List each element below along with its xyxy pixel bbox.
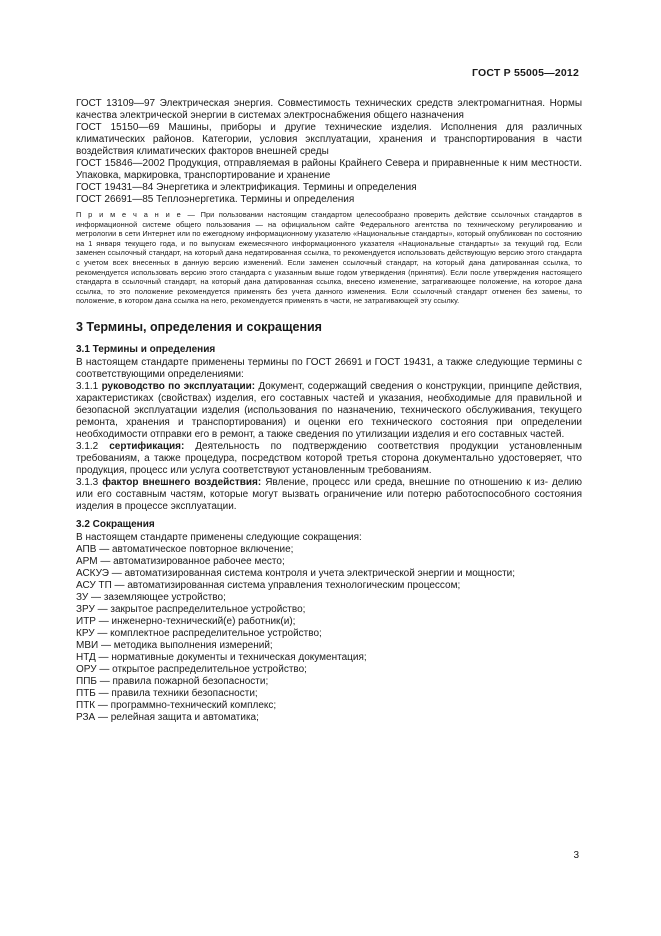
abbreviation-item: АСКУЭ — автоматизированная система контроля и учета электрической энергии и мощности; [76, 567, 516, 579]
note-lead: П р и м е ч а н и е — [76, 210, 197, 219]
terms-intro-first: В настоящем стандарте применены термины по ГОСТ 26691 и ГОСТ 19431, а также следующие [76, 356, 530, 368]
abbreviation-item: ПТБ — правила техники безопасности; [76, 687, 258, 699]
page-number: 3 [573, 850, 579, 861]
term-definition-first: Явление, процесс или среда, внешние по отношению к из- [261, 476, 549, 488]
term-definition [76, 441, 582, 477]
term-definition-rest: делию или его составным частям, которые могут вызвать ограничение или потерю работоспособного состояния изделия в процессе эксплуатации. [76, 476, 583, 512]
abbreviation-item: ЗУ — заземляющее устройство; [76, 591, 226, 603]
subsection-title-abbreviations: 3.2 Сокращения [76, 518, 155, 530]
abbreviation-item: ОРУ — открытое распределительное устройство; [76, 663, 307, 675]
abbreviation-item: ЗРУ — закрытое распределительное устройство; [76, 603, 306, 615]
term-number: 3.1.3 [76, 476, 99, 488]
reference-item [76, 98, 582, 122]
terms-list [76, 381, 582, 513]
term-definition-rest: действия, характеристиках (свойствах) изделия, его составных частей и указания, необходимые для правильной и безопасной эксплуатации изделия (использования по назначению, технического обслуживания, текущего ремонта, хранения и транспортирования) и оценки его технического состояния при определении необходимости отправки его в ремонт, а также сведения по утилизации изделия и его составных частей. [76, 380, 583, 440]
term-definition-first: Документ, содержащий сведения о конструкции, принципе [255, 380, 534, 392]
term-name: фактор внешнего воздействия: [102, 476, 262, 488]
term-name: сертификация: [109, 440, 185, 452]
term-definition-rest: требованиям, а также процедура, посредством которой третья сторона документально удостоверяет, что продукция, процесс или услуга соответствуют установленным требованиям. [76, 452, 582, 476]
reference-title: ГОСТ 15846—2002 Продукция, отправляемая в районы Крайнего Севера и приравненные к ним [76, 158, 528, 169]
section-title: 3 Термины, определения и сокращения [76, 319, 322, 334]
reference-title: ГОСТ 13109—97 Электрическая энергия. Совместимость технических средств электромагнитная. [76, 98, 546, 109]
reference-title: ГОСТ 15150—69 Машины, приборы и другие технические изделия. Исполнения для различных [76, 122, 582, 133]
reference-title: ГОСТ 19431—84 Энергетика и электрификация. Термины и определения [76, 182, 417, 193]
reference-item [76, 122, 582, 158]
reference-item [76, 182, 582, 194]
abbreviations-list [76, 544, 582, 724]
abbreviation-item: ИТР — инженерно-технический(е) работник(и); [76, 615, 296, 627]
terms-intro-rest: термины с соответствующими определениями: [76, 356, 583, 380]
term-number: 3.1.2 [76, 440, 99, 452]
page-content [76, 98, 582, 724]
abbreviation-item: ПТК — программно-технический комплекс; [76, 699, 277, 711]
reference-continuation: климатических районов. Категории, условия эксплуатации, хранения и транспортирования в части воздействия климатических факторов внешней среды [76, 134, 582, 157]
term-definition-first: Деятельность по подтверждению соответствия продукции установленным [184, 440, 582, 452]
abbreviation-item: НТД — нормативные документы и техническая документация; [76, 651, 367, 663]
term-name: руководство по эксплуатации: [101, 380, 256, 392]
subsection-title-terms: 3.1 Термины и определения [76, 343, 216, 355]
abbreviation-item: АРМ — автоматизированное рабочее место; [76, 555, 285, 567]
term-number: 3.1.1 [76, 380, 99, 392]
term-definition [76, 381, 582, 441]
abbreviation-item: РЗА — релейная защита и автоматика; [76, 711, 259, 723]
terms-intro [76, 357, 582, 381]
abbreviation-item: ППБ — правила пожарной безопасности; [76, 675, 269, 687]
abbreviation-item: АСУ ТП — автоматизированная система управления технологическим процессом; [76, 579, 461, 591]
document-code-header: ГОСТ Р 55005—2012 [471, 67, 579, 79]
reference-item [76, 194, 582, 206]
abbreviation-item: АПВ — автоматическое повторное включение; [76, 543, 294, 555]
abbreviation-item: КРУ — комплектное распределительное устройство; [76, 627, 322, 639]
abbreviations-intro: В настоящем стандарте применены следующие сокращения: [76, 531, 362, 543]
abbreviation-item: МВИ — методика выполнения измерений; [76, 639, 273, 651]
references-list [76, 98, 582, 206]
reference-continuation: местности. Упаковка, маркировка, транспортирование и хранение [76, 158, 582, 181]
note-text: При пользовании настоящим стандартом целесообразно проверить действие ссылочных стандартов в информационной системе общего пользования — на официальном сайте Федерального агентства по техническому регулированию и метрологии в сети Интернет или по ежегодному информационному указателю «Национальные стандарты», который опубликован по состоянию на 1 января текущего года, и по выпускам ежемесячного информационного указателя «Национальные стандарты» за текущий год. Если заменен ссылочный стандарт, на который дана недатированная ссылка, то рекомендуется использовать действующую версию этого стандарта с учетом всех внесенных в данную версию изменений. Если заменен ссылочный стандарт, на который дана датированная ссылка, то рекомендуется использовать версию этого стандарта с указанным выше годом утверждения (принятия). Если после утверждения настоящего стандарта в ссылочный стандарт, на который дана датированная ссылка, внесено изменение, затрагивающее положение, на которое дана ссылка, то это положение рекомендуется применять без учета данного изменения. Если ссылочный стандарт отменен без замены, то положение, в котором дана ссылка на него, рекомендуется применять в части, не затрагивающей эту ссылку. [76, 210, 582, 306]
note-block [76, 210, 582, 306]
reference-item [76, 158, 582, 182]
reference-title: ГОСТ 26691—85 Теплоэнергетика. Термины и определения [76, 194, 355, 205]
reference-continuation: Нормы качества электрической энергии в системах электроснабжения общего назначения [76, 98, 583, 121]
term-definition [76, 477, 582, 513]
